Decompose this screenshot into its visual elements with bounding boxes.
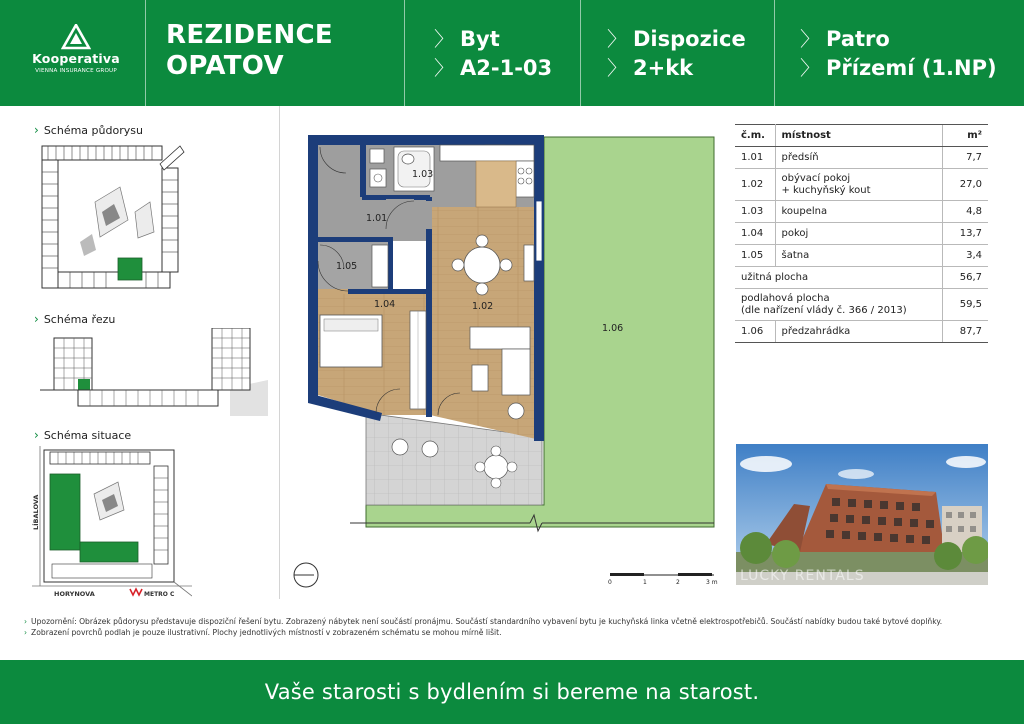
rez-heading	[34, 312, 115, 326]
chevron-right-icon: ›	[34, 428, 39, 442]
room-label-104: 1.04	[374, 299, 396, 310]
table-row	[735, 289, 988, 321]
scale-label: 2	[676, 579, 680, 586]
scale-label: 0	[608, 579, 612, 586]
room-name: šatna	[775, 245, 942, 267]
garden-value: 87,7	[942, 321, 988, 343]
logo-sub-text: VIENNA INSURANCE GROUP	[35, 68, 117, 74]
podlahova-value: 59,5	[942, 289, 988, 321]
situace-heading-text: Schéma situace	[43, 428, 132, 442]
schema-column	[0, 106, 280, 599]
header-divider	[145, 0, 146, 106]
disclaimer-section	[0, 600, 1024, 660]
header-bar	[0, 0, 1024, 106]
apartment-floor-plan	[290, 115, 730, 595]
dispozice-value: 2+kk	[633, 56, 694, 80]
col-header-room: místnost	[775, 125, 942, 147]
room-area: 4,8	[942, 201, 988, 223]
room-number: 1.02	[735, 169, 775, 201]
table-row	[735, 245, 988, 267]
pudorys-heading-text: Schéma půdorysu	[43, 123, 143, 137]
footer-bar	[0, 660, 1024, 724]
room-rows	[735, 147, 988, 267]
uzitna-value: 56,7	[942, 267, 988, 289]
chevron-right-icon: ›	[34, 312, 39, 326]
room-area: 7,7	[942, 147, 988, 169]
col-header-area: m²	[942, 125, 988, 147]
scale-label: 1	[643, 579, 647, 586]
room-number: 1.04	[735, 223, 775, 245]
scale-label: 3 m	[706, 579, 718, 586]
table-row	[735, 201, 988, 223]
room-number: 1.03	[735, 201, 775, 223]
title-line-2: OPATOV	[166, 51, 284, 81]
room-label-103: 1.03	[412, 169, 434, 180]
scale-bar	[608, 573, 718, 586]
room-name: obývací pokoj + kuchyňský kout	[775, 169, 942, 201]
table-row	[735, 321, 988, 343]
chevron-right-icon: ›	[24, 628, 28, 637]
byt-value: A2-1-03	[460, 56, 553, 80]
room-area: 13,7	[942, 223, 988, 245]
col-header-cm: č.m.	[735, 125, 775, 147]
north-arrow-icon	[294, 563, 318, 587]
table-row	[735, 223, 988, 245]
disclaimer-line	[24, 617, 942, 626]
kooperativa-logo	[28, 24, 124, 74]
uzitna-label: užitná plocha	[735, 267, 942, 289]
room-area: 27,0	[942, 169, 988, 201]
chevron-right-icon: ›	[34, 123, 39, 137]
building-visualization-photo	[736, 444, 988, 585]
street-south-label: HORYNOVA	[54, 590, 95, 598]
street-west-label: LÍBALOVA	[32, 494, 40, 530]
disclaimer-text-2: Zobrazení povrchů podlah je pouze ilustrativní. Plochy jednotlivých místností v zobrazeném schématu se mohou mírně lišit.	[31, 628, 502, 637]
room-name: pokoj	[775, 223, 942, 245]
chevron-right-icon: 〉	[434, 56, 454, 80]
header-divider	[774, 0, 775, 106]
disclaimer-line	[24, 628, 502, 637]
metro-label: METRO C	[144, 591, 175, 598]
room-area-table	[735, 124, 988, 343]
room-area: 3,4	[942, 245, 988, 267]
situace-heading	[34, 428, 131, 442]
table-row	[735, 267, 988, 289]
room-name: předsíň	[775, 147, 942, 169]
podlahova-label-line2: (dle nařízení vlády č. 366 / 2013)	[741, 304, 907, 316]
room-number: 1.05	[735, 245, 775, 267]
floor-schema-image	[40, 142, 186, 294]
pudorys-heading	[34, 123, 143, 137]
room-name: koupelna	[775, 201, 942, 223]
chevron-right-icon: 〉	[434, 27, 454, 51]
garden-cm: 1.06	[735, 321, 775, 343]
title-line-1: REZIDENCE	[166, 20, 333, 50]
room-label-105: 1.05	[336, 261, 358, 272]
table-header-row	[735, 125, 988, 147]
room-label-102: 1.02	[472, 301, 494, 312]
logo-triangle-icon	[61, 24, 91, 50]
disclaimer-text-1: Upozornění: Obrázek půdorysu představuje dispoziční řešení bytu. Zobrazený nábytek není součástí pronájmu. Součástí standardního vybavení bytu je kuchyňská linka včetně elektrospotřebičů. Součástí nabídky budou také bytové doplňky.	[31, 617, 943, 626]
chevron-right-icon: 〉	[800, 56, 820, 80]
header-divider	[404, 0, 405, 106]
rez-heading-text: Schéma řezu	[43, 312, 116, 326]
footer-slogan: Vaše starosti s bydlením si bereme na starost.	[264, 680, 760, 704]
table-row	[735, 169, 988, 201]
site-schema-image	[32, 446, 192, 598]
room-label-106: 1.06	[602, 323, 624, 334]
podlahova-label-line1: podlahová plocha	[741, 292, 830, 304]
chevron-right-icon: 〉	[800, 27, 820, 51]
patro-value: Přízemí (1.NP)	[826, 56, 997, 80]
patro-label: Patro	[826, 27, 890, 51]
table-row	[735, 147, 988, 169]
patro-section	[800, 25, 997, 131]
chevron-right-icon: 〉	[607, 56, 627, 80]
header-divider	[580, 0, 581, 106]
logo-brand-text: Kooperativa	[32, 51, 120, 66]
garden-name: předzahrádka	[775, 321, 942, 343]
photo-watermark: LUCKY RENTALS	[740, 568, 865, 584]
byt-label: Byt	[460, 27, 500, 51]
dispozice-label: Dispozice	[633, 27, 746, 51]
metro-icon	[130, 589, 142, 595]
room-label-101: 1.01	[366, 213, 388, 224]
chevron-right-icon: ›	[24, 617, 28, 626]
section-schema-image	[40, 328, 268, 418]
chevron-right-icon: 〉	[607, 27, 627, 51]
room-number: 1.01	[735, 147, 775, 169]
podlahova-label	[735, 289, 942, 321]
